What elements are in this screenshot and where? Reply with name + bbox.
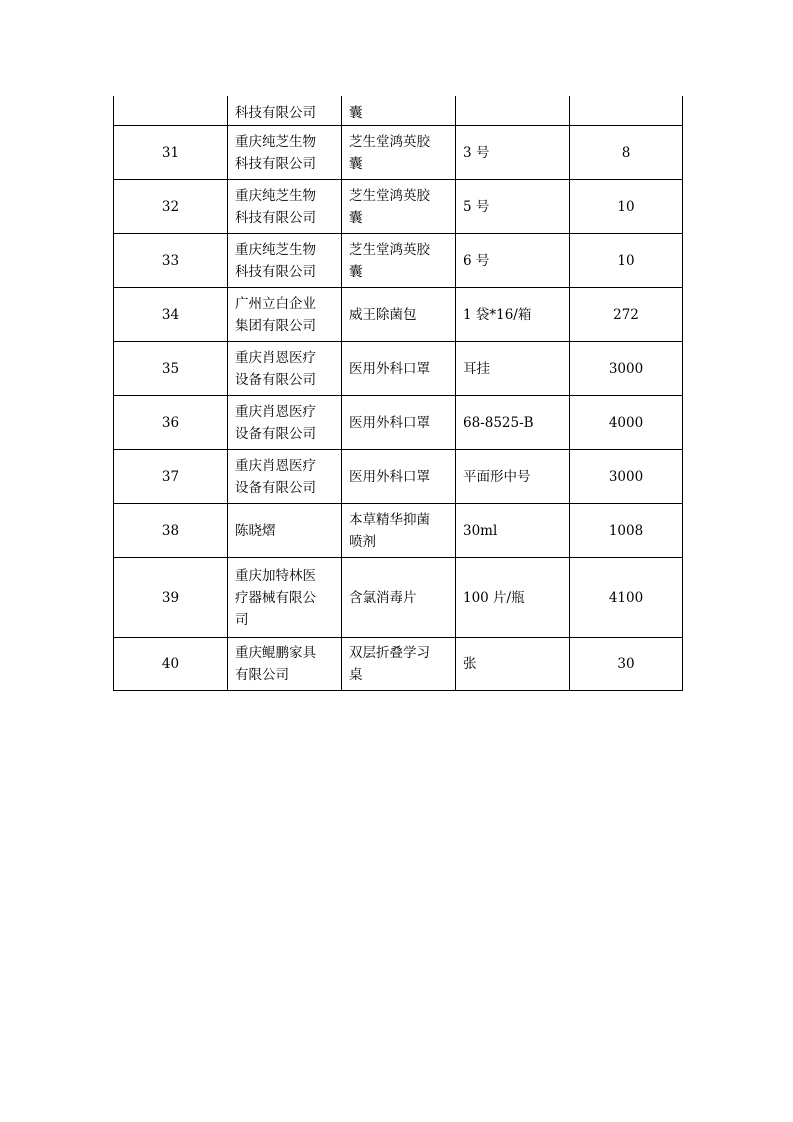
cell-product: 芝生堂鸿英胶 囊: [342, 234, 456, 288]
cell-no: [114, 96, 228, 126]
cell-qty: 10: [570, 234, 683, 288]
cell-qty: 3000: [570, 450, 683, 504]
cell-spec: [456, 96, 570, 126]
cell-qty: 4000: [570, 396, 683, 450]
table-row: [114, 288, 683, 342]
table-row: [114, 504, 683, 558]
cell-company: 重庆纯芝生物 科技有限公司: [228, 234, 342, 288]
cell-qty: 1008: [570, 504, 683, 558]
cell-qty: 272: [570, 288, 683, 342]
cell-product: 医用外科口罩: [342, 396, 456, 450]
cell-spec: 100 片/瓶: [456, 558, 570, 638]
table-row: [114, 342, 683, 396]
cell-product: 医用外科口罩: [342, 450, 456, 504]
cell-spec: 平面形中号: [456, 450, 570, 504]
cell-spec: 6 号: [456, 234, 570, 288]
cell-no: 33: [114, 234, 228, 288]
cell-no: 32: [114, 180, 228, 234]
cell-company: 重庆肖恩医疗 设备有限公司: [228, 342, 342, 396]
cell-no: 39: [114, 558, 228, 638]
table-row: [114, 638, 683, 691]
cell-no: 37: [114, 450, 228, 504]
cell-spec: 1 袋*16/箱: [456, 288, 570, 342]
cell-qty: 30: [570, 638, 683, 691]
table-row: [114, 234, 683, 288]
cell-company: 陈晓熠: [228, 504, 342, 558]
cell-no: 36: [114, 396, 228, 450]
table-row-continued: [114, 96, 683, 126]
cell-product: 本草精华抑菌 喷剂: [342, 504, 456, 558]
cell-product: 含氯消毒片: [342, 558, 456, 638]
cell-product: 医用外科口罩: [342, 342, 456, 396]
cell-company: 重庆加特林医 疗器械有限公 司: [228, 558, 342, 638]
cell-product: 囊: [342, 96, 456, 126]
cell-product: 双层折叠学习 桌: [342, 638, 456, 691]
cell-company: 科技有限公司: [228, 96, 342, 126]
cell-spec: 68-8525-B: [456, 396, 570, 450]
cell-spec: 3 号: [456, 126, 570, 180]
cell-qty: 4100: [570, 558, 683, 638]
cell-company: 广州立白企业 集团有限公司: [228, 288, 342, 342]
cell-product: 威王除菌包: [342, 288, 456, 342]
cell-spec: 张: [456, 638, 570, 691]
cell-qty: 10: [570, 180, 683, 234]
cell-no: 38: [114, 504, 228, 558]
cell-company: 重庆鲲鹏家具 有限公司: [228, 638, 342, 691]
cell-company: 重庆纯芝生物 科技有限公司: [228, 126, 342, 180]
cell-product: 芝生堂鸿英胶 囊: [342, 126, 456, 180]
cell-spec: 30ml: [456, 504, 570, 558]
cell-company: 重庆纯芝生物 科技有限公司: [228, 180, 342, 234]
cell-no: 35: [114, 342, 228, 396]
table-row: [114, 558, 683, 638]
table-row: [114, 396, 683, 450]
table-row: [114, 450, 683, 504]
cell-qty: 3000: [570, 342, 683, 396]
cell-company: 重庆肖恩医疗 设备有限公司: [228, 450, 342, 504]
cell-product: 芝生堂鸿英胶 囊: [342, 180, 456, 234]
cell-spec: 5 号: [456, 180, 570, 234]
table-row: [114, 126, 683, 180]
cell-no: 31: [114, 126, 228, 180]
cell-spec: 耳挂: [456, 342, 570, 396]
cell-qty: 8: [570, 126, 683, 180]
cell-no: 40: [114, 638, 228, 691]
donation-table: [113, 96, 683, 691]
cell-qty: [570, 96, 683, 126]
cell-company: 重庆肖恩医疗 设备有限公司: [228, 396, 342, 450]
cell-no: 34: [114, 288, 228, 342]
table-row: [114, 180, 683, 234]
